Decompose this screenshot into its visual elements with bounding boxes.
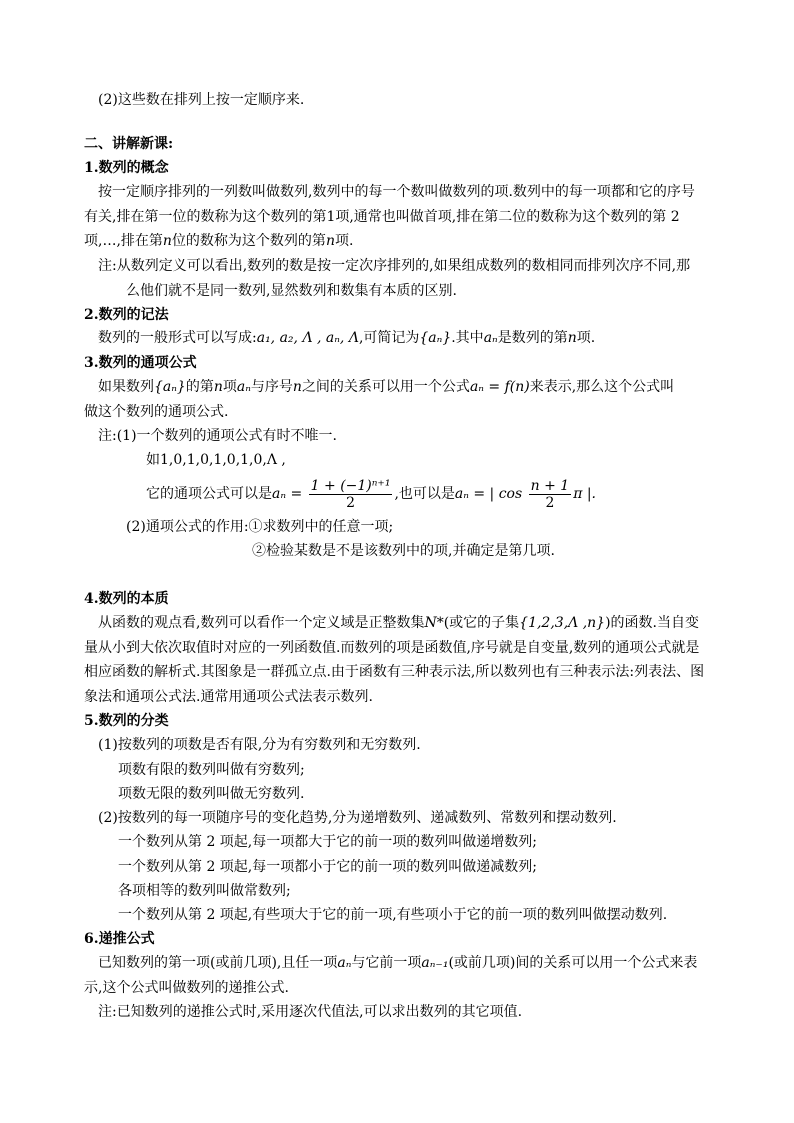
s5-class-2a: 一个数列从第 2 项起,每一项都大于它的前一项的数列叫做递增数列; <box>118 834 537 850</box>
formula-fraction-1: $\frac{\text{1 + (−1)ⁿ⁺¹}}{2}$ <box>310 477 391 511</box>
s5-title: 5.数列的分类 <box>84 713 169 729</box>
intro-item-2: (2)这些数在排列上按一定顺序来. <box>98 92 305 108</box>
s1-paragraph-line-3: 项,…,排在第n位的数称为这个数列的第n项. <box>84 233 354 249</box>
s2-title: 2.数列的记法 <box>84 307 169 323</box>
s6-title: 6.递推公式 <box>84 931 155 947</box>
s3-usage-2: ②检验某数是不是该数列中的项,并确定是第几项. <box>252 543 555 559</box>
s3-usage-1: (2)通项公式的作用:①求数列中的任意一项; <box>126 519 394 535</box>
s1-note-line-1: 注:从数列定义可以看出,数列的数是按一定次序排列的,如果组成数列的数相同而排列次序不同,那 <box>98 258 691 274</box>
s6-paragraph-line-1: 已知数列的第一项(或前几项),且任一项aₙ与它前一项aₙ₋₁(或前几项)间的关系可以用一个公式来表 <box>98 955 698 971</box>
s4-paragraph-line-2: 量从小到大依次取值时对应的一列函数值.而数列的项是函数值,序号就是自变量,数列的通项公式就是 <box>84 640 700 656</box>
s4-title: 4.数列的本质 <box>84 591 169 607</box>
s6-note: 注:已知数列的递推公式时,采用逐次代值法,可以求出数列的其它项值. <box>98 1004 523 1020</box>
s5-class-2b: 一个数列从第 2 项起,每一项都小于它的前一项的数列叫做递减数列; <box>118 859 537 875</box>
s5-class-2c: 各项相等的数列叫做常数列; <box>118 883 291 899</box>
s3-title: 3.数列的通项公式 <box>84 355 197 371</box>
s5-class-2d: 一个数列从第 2 项起,有些项大于它的前一项,有些项小于它的前一项的数列叫做摆动数列. <box>118 907 668 923</box>
s5-class-2: (2)按数列的每一项随序号的变化趋势,分为递增数列、递减数列、常数列和摆动数列. <box>98 810 617 826</box>
s5-class-1a: 项数有限的数列叫做有穷数列; <box>118 762 305 778</box>
s3-example: 如1,0,1,0,1,0,1,0,Λ , <box>146 452 286 468</box>
s4-paragraph-line-1: 从函数的观点看,数列可以看作一个定义域是正整数集N*(或它的子集{1,2,3,Λ ,n})的函数.当自变 <box>98 615 700 631</box>
s1-paragraph-line-2: 有关,排在第一位的数称为这个数列的第1项,通常也叫做首项,排在第二位的数称为这个数列的第 2 <box>84 209 680 225</box>
section-title: 二、讲解新课: <box>84 136 174 152</box>
s3-formula-line: 它的通项公式可以是aₙ = $\frac{\text{1 + (−1)ⁿ⁺¹}}{2}$ ,也可以是aₙ = | cos $\frac{n + 1}{2}$ π |. <box>146 477 597 511</box>
s3-note-1: 注:(1)一个数列的通项公式有时不唯一. <box>98 428 337 444</box>
s3-paragraph-line-2: 做这个数列的通项公式. <box>84 404 229 420</box>
s1-note-line-2: 么他们就不是同一数列,显然数列和数集有本质的区别. <box>126 283 457 299</box>
s1-paragraph-line-1: 按一定顺序排列的一列数叫做数列,数列中的每一个数叫做数列的项.数列中的每一项都和它的序号 <box>98 184 695 200</box>
s3-paragraph-line-1: 如果数列{aₙ}的第n项aₙ与序号n之间的关系可以用一个公式aₙ = f(n)来表示,那么这个公式叫 <box>98 379 675 395</box>
s5-class-1: (1)按数列的项数是否有限,分为有穷数列和无穷数列. <box>98 737 421 753</box>
formula-fraction-2: $\frac{n + 1}{2}$ <box>530 477 570 511</box>
s2-paragraph: 数列的一般形式可以写成:a₁, a₂, Λ , aₙ, Λ,可简记为{aₙ}.其中aₙ是数列的第n项. <box>98 330 596 346</box>
s4-paragraph-line-4: 象法和通项公式法.通常用通项公式法表示数列. <box>84 689 373 705</box>
s1-title: 1.数列的概念 <box>84 160 169 176</box>
s4-paragraph-line-3: 相应函数的解析式.其图象是一群孤立点.由于函数有三种表示法,所以数列也有三种表示法:列表法、图 <box>84 664 705 680</box>
s6-paragraph-line-2: 示,这个公式叫做数列的递推公式. <box>84 980 289 996</box>
s5-class-1b: 项数无限的数列叫做无穷数列. <box>118 786 305 802</box>
